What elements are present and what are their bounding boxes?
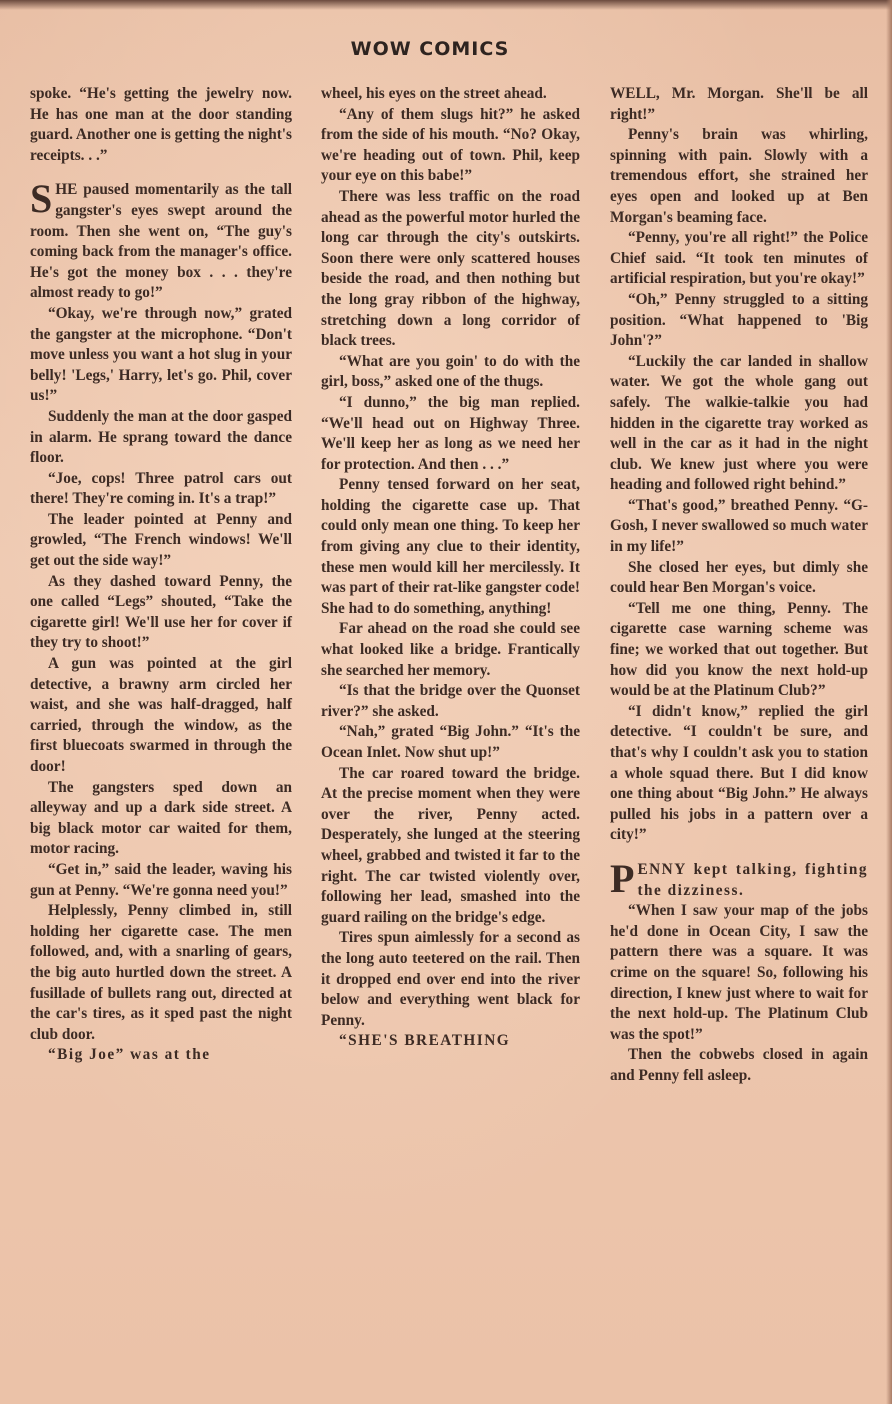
paragraph: Penny's brain was whirling, spinning with pain. Slowly with a tremendous effort, she strained her eyes open and looked up at Ben Morgan's beaming face.: [610, 126, 868, 226]
paragraph: “Penny, you're all right!” the Police Chief said. “It took ten minutes of artificial respiration, but you're okay!”: [610, 229, 868, 288]
paragraph-text: HE paused momentarily as the tall gangster's eyes swept around the room. Then she went on, “The guy's coming back from the manager's office. He's got the money box . . . they're almost ready to go!”: [30, 181, 292, 302]
paragraph: Penny tensed forward on her seat, holding the cigarette case up. That could only mean one thing. To keep her from giving any clue to their identity, these men would kill her mercilessly. It was part of their rat-like gangster code! She had to do something, anything!: [321, 476, 580, 617]
text-column-2: [321, 84, 580, 1052]
paragraph: “Joe, cops! Three patrol cars out there! They're coming in. It's a trap!”: [30, 469, 292, 508]
paragraph: “SHE'S BREATHING: [339, 1032, 511, 1050]
paragraph: WELL, Mr. Morgan. She'll be all right!”: [610, 85, 868, 123]
paragraph: “Oh,” Penny struggled to a sitting position. “What happened to 'Big John'?”: [610, 290, 868, 350]
text-column-1: [30, 84, 292, 1066]
paragraph: There was less traffic on the road ahead as the powerful motor hurled the long car through the city's outskirts. Soon there were only scattered houses beside the road, and then nothing but the long gray ribbon of the highway, stretching down a long corridor of black trees.: [321, 187, 580, 350]
paragraph: “I dunno,” the big man replied. “We'll head out on Highway Three. We'll keep her as long as we need her for protection. And then . . .”: [321, 393, 580, 473]
paragraph: “Any of them slugs hit?” he asked from the side of his mouth. “No? Okay, we're heading out of town. Phil, keep your eye on this babe!”: [321, 105, 580, 185]
paragraph: She closed her eyes, but dimly she could hear Ben Morgan's voice.: [610, 558, 868, 597]
paragraph: The car roared toward the bridge. At the precise moment when they were over the river, Penny acted. Desperately, she lunged at the steering wheel, grabbed and twisted it far to the right. The car twisted violently over, following her lead, smashed into the guard railing on the bridge's edge.: [321, 764, 580, 926]
paragraph: “Get in,” said the leader, waving his gun at Penny. “We're gonna need you!”: [30, 860, 292, 899]
paragraph: “When I saw your map of the jobs he'd done in Ocean City, I saw the pattern there was a square. It was crime on the square! So, following his direction, I knew just where to wait for the next hold-up. The Platinum Club was the spot!”: [610, 902, 868, 1043]
paragraph-text: ENNY kept talking, fighting the dizziness.: [637, 860, 868, 899]
paragraph: wheel, his eyes on the street ahead.: [321, 85, 547, 102]
paragraph: “What are you goin' to do with the girl, boss,” asked one of the thugs.: [321, 352, 580, 391]
paragraph: As they dashed toward Penny, the one called “Legs” shouted, “Take the cigarette girl! We'll use her for cover if they try to shoot!”: [30, 572, 292, 652]
drop-cap: S: [30, 176, 53, 222]
paragraph: “Tell me one thing, Penny. The cigarette case warning scheme was fine; we worked that out together. But how did you know the next hold-up would be at the Platinum Club?”: [610, 599, 868, 700]
paragraph: “Okay, we're through now,” grated the gangster at the microphone. “Don't move unless you want a hot slug in your belly! 'Legs,' Harry, let's go. Phil, cover us!”: [30, 304, 292, 405]
text-column-3: [610, 84, 868, 1087]
paragraph: Helplessly, Penny climbed in, still holding her cigarette case. The men followed, and, with a snarling of gears, the big auto hurtled down the street. A fusillade of bullets rang out, directed at the car's tires, as it sped past the night club door.: [30, 902, 292, 1043]
paragraph: “Nah,” grated “Big John.” “It's the Ocean Inlet. Now shut up!”: [321, 723, 580, 761]
paragraph: “Luckily the car landed in shallow water. We got the whole gang out safely. The walkie-talkie you had hidden in the cigarette tray worked as well in the car as it had in the night club. We knew just where you were heading and followed right behind.”: [610, 352, 868, 494]
page-top-edge: [0, 0, 892, 10]
paragraph: Far ahead on the road she could see what looked like a bridge. Frantically she searched her memory.: [321, 620, 580, 679]
paragraph: “Is that the bridge over the Quonset river?” she asked.: [321, 682, 580, 720]
paragraph-dropcap: [610, 855, 868, 901]
paragraph: The gangsters sped down an alleyway and up a dark side street. A big black motor car waited for them, motor racing.: [30, 778, 292, 858]
paragraph: A gun was pointed at the girl detective, a brawny arm circled her waist, and she was half-dragged, half carried, through the window, as the first bluecoats swarmed in through the door!: [30, 655, 292, 775]
paragraph: The leader pointed at Penny and growled, “The French windows! We'll get out the side way!”: [30, 510, 292, 570]
page-header-title: WOW COMICS: [350, 38, 510, 60]
paragraph: “That's good,” breathed Penny. “G-Gosh, I never swallowed so much water in my life!”: [610, 496, 868, 556]
paragraph: Suddenly the man at the door gasped in alarm. He sprang toward the dance floor.: [30, 407, 292, 467]
drop-cap: P: [610, 855, 635, 901]
paragraph: Then the cobwebs closed in again and Penny fell asleep.: [610, 1046, 868, 1084]
paragraph: “Big Joe” was at the: [48, 1046, 211, 1064]
page-right-edge: [886, 0, 892, 1404]
paragraph-dropcap: [30, 176, 292, 304]
paragraph: “I didn't know,” replied the girl detective. “I couldn't be sure, and that's why I couldn't ask you to station a whole squad there. But I did know one thing about “Big John.” He always pulled his jobs in a pattern over a city!”: [610, 702, 868, 844]
paragraph: Tires spun aimlessly for a second as the long auto teetered on the rail. Then it dropped end over end into the river below and everything went black for Penny.: [321, 929, 580, 1029]
paragraph: spoke. “He's getting the jewelry now. He has one man at the door standing guard. Another one is getting the night's receipts. . .”: [30, 85, 292, 164]
